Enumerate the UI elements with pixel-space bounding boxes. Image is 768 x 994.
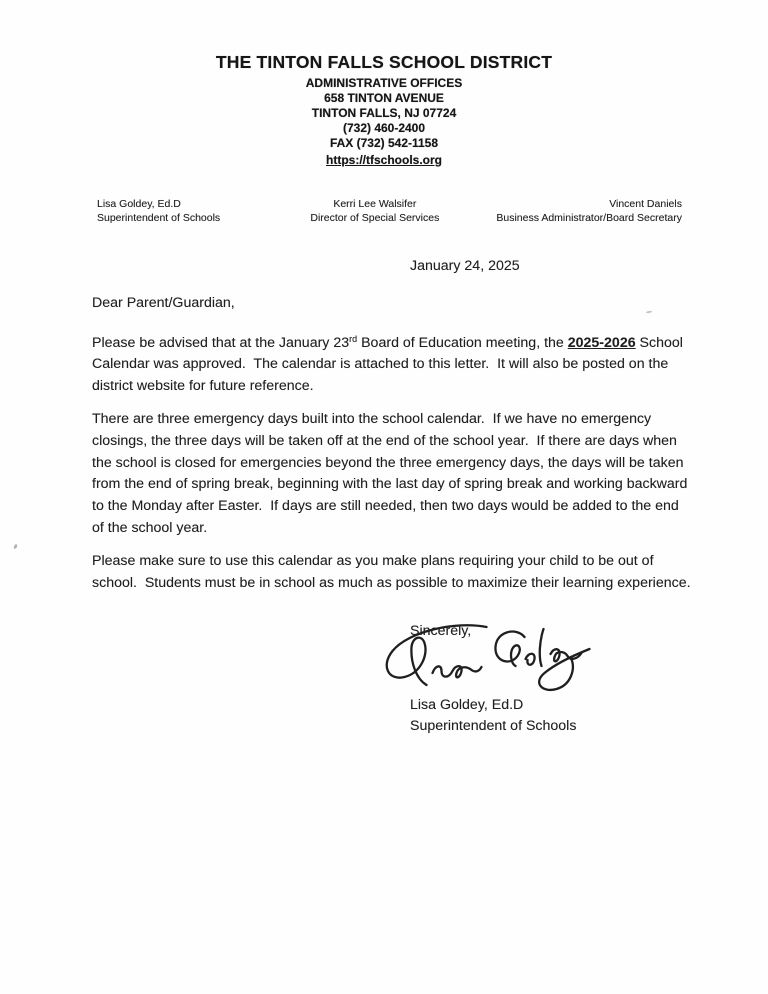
letterhead-line-fax: FAX (732) 542-1158 — [329, 136, 439, 150]
administrator-special-services — [284, 197, 465, 225]
administrator-name: Lisa Goldey, Ed.D — [97, 198, 181, 210]
p1-text-after: School Calendar was approved. The calendar is attached to this letter. It will also be posted on the district website for future reference. — [92, 334, 687, 395]
closing-block — [410, 620, 694, 737]
letterhead-line-offices: ADMINISTRATIVE OFFICES — [305, 76, 463, 90]
p1-ordinal-suffix: rd — [349, 333, 358, 344]
signer-name: Lisa Goldey, Ed.D — [410, 697, 524, 714]
administrator-title: Business Administrator/Board Secretary — [496, 212, 682, 224]
letter-body — [0, 256, 768, 737]
closing-word: Sincerely, — [410, 623, 472, 640]
paragraph-calendar-approved — [92, 329, 694, 398]
district-website-url: https://tfschools.org — [326, 153, 442, 167]
p1-text-before: Please be advised that at the January 23 — [92, 334, 350, 351]
administrator-name: Kerri Lee Walsifer — [333, 198, 417, 210]
letterhead-line-city: TINTON FALLS, NJ 07724 — [311, 106, 457, 120]
salutation: Dear Parent/Guardian, — [92, 294, 235, 311]
letterhead — [0, 0, 768, 169]
administrator-name: Vincent Daniels — [609, 198, 682, 210]
letterhead-line-street: 658 TINTON AVENUE — [324, 91, 444, 105]
administrator-superintendent — [97, 197, 284, 225]
administrators-row — [0, 197, 768, 225]
administrator-title: Director of Special Services — [310, 212, 440, 224]
letter-date: January 24, 2025 — [410, 258, 520, 274]
letterhead-line-phone: (732) 460-2400 — [342, 121, 426, 135]
paragraph-attendance: Please make sure to use this calendar as you make plans requiring your child to be out of school. Students must be in school as much as possible to maximize their learning experience. — [92, 552, 691, 591]
district-title: THE TINTON FALLS SCHOOL DISTRICT — [215, 52, 553, 72]
signer-title: Superintendent of Schools — [410, 718, 577, 735]
administrator-title: Superintendent of Schools — [97, 212, 221, 224]
administrator-business — [466, 197, 682, 225]
paragraph-emergency-days: There are three emergency days built into the school calendar. If we have no emergency closings, the three days will be taken off at the end of the school year. If there are days when the school is closed for emergencies beyond the three emergency days, the days will be taken from the end of spring break, beginning with the last day of spring break and working backward to the Monday after Easter. If days are still needed, then two days would be added to the end of the school year. — [92, 410, 692, 536]
school-year-emphasis: 2025-2026 — [567, 334, 636, 351]
p1-text-mid: Board of Education meeting, the — [357, 334, 568, 351]
